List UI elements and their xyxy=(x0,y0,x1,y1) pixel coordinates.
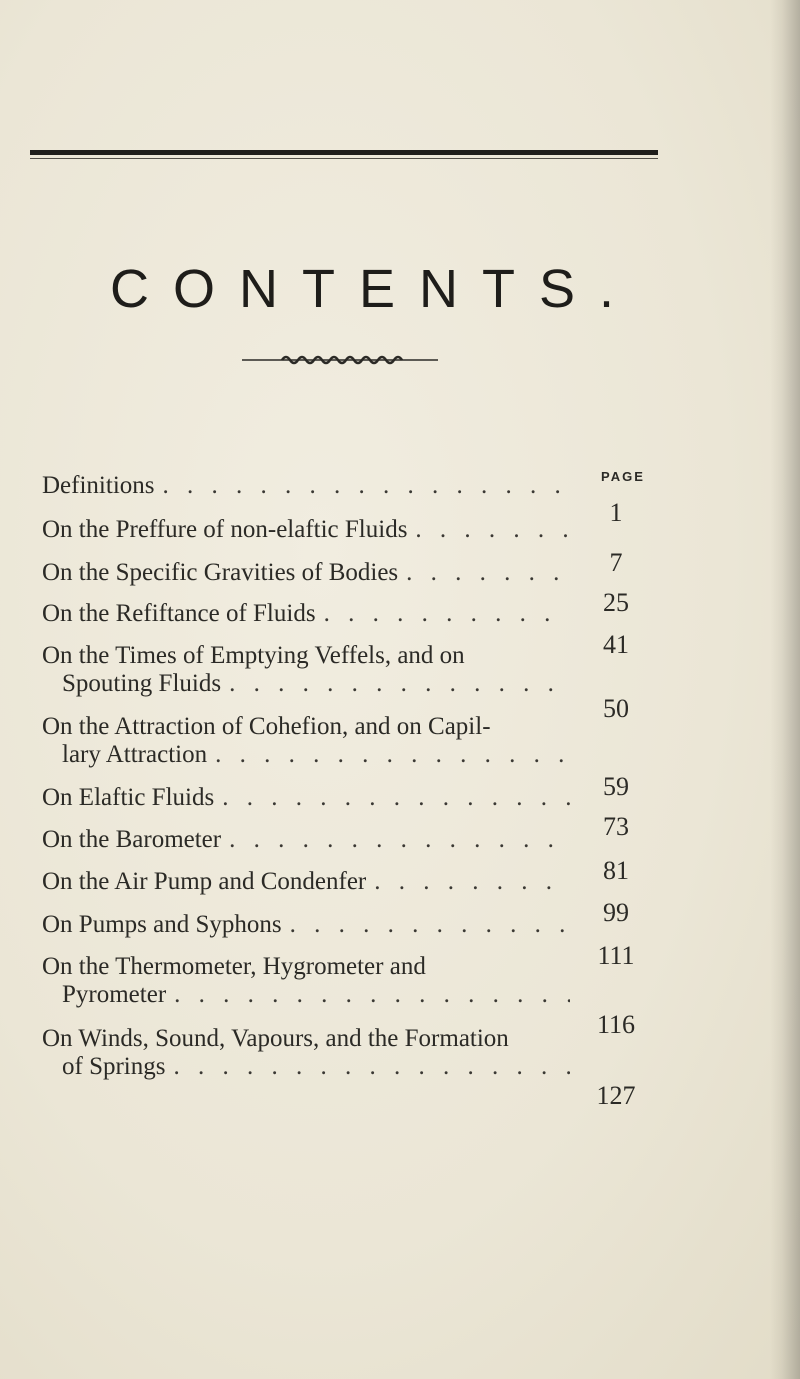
toc-entry xyxy=(42,600,570,628)
toc-page-number: 25 xyxy=(603,588,629,617)
toc-page-number: 41 xyxy=(603,630,629,659)
leader-dots xyxy=(290,911,570,939)
toc-entry-title: On the Air Pump and Condenfer xyxy=(42,868,367,895)
toc-entry xyxy=(42,911,570,939)
toc-entry-title: On Pumps and Syphons xyxy=(42,911,282,938)
toc-page-number: 73 xyxy=(603,812,629,841)
toc-page-number: 111 xyxy=(597,941,635,970)
toc-page-number: 81 xyxy=(603,856,629,885)
toc-entry xyxy=(42,559,570,587)
toc-page-number: 50 xyxy=(603,694,629,723)
toc-entry xyxy=(42,1025,570,1081)
toc-entry-title: Definitions xyxy=(42,472,155,499)
toc-entry-title: On the Barometer xyxy=(42,826,222,853)
page-title: CONTENTS. xyxy=(110,259,639,319)
toc-page-number: 59 xyxy=(603,772,629,801)
leader-dots xyxy=(229,670,570,698)
leader-dots xyxy=(173,1053,570,1081)
toc-entry-title-continued: of Springs xyxy=(62,1053,166,1080)
toc-entry-title: On the Thermometer, Hygrometer and xyxy=(42,953,426,980)
leader-dots xyxy=(415,516,570,544)
leader-dots xyxy=(163,472,571,500)
leader-dots xyxy=(215,741,570,769)
toc-entry xyxy=(42,826,570,854)
leader-dots xyxy=(222,784,570,812)
toc-entry-title: On Elaftic Fluids xyxy=(42,784,215,811)
leader-dots xyxy=(374,868,570,896)
toc-page-number: 127 xyxy=(596,1081,636,1110)
toc-entry xyxy=(42,953,570,1009)
toc-entry xyxy=(42,472,570,500)
toc-page-number: 7 xyxy=(609,548,623,577)
toc-entry-title-continued: lary Attraction xyxy=(62,741,208,768)
toc-page-number: 99 xyxy=(603,898,629,927)
leader-dots xyxy=(174,981,570,1009)
toc-entry-title: On the Specific Gravities of Bodies xyxy=(42,559,399,586)
toc-entry-title-continued: Pyrometer xyxy=(62,981,167,1008)
toc-entry xyxy=(42,868,570,896)
toc-entry-title: On the Attraction of Cohefion, and on Capil- xyxy=(42,713,491,740)
toc-entry-title: On the Times of Emptying Veffels, and on xyxy=(42,642,465,669)
page-column-label: PAGE xyxy=(601,469,645,484)
toc-entry-title: On the Preffure of non-elaftic Fluids xyxy=(42,516,408,543)
toc-page-number: 116 xyxy=(596,1010,636,1039)
toc-entry-title: On Winds, Sound, Vapours, and the Formation xyxy=(42,1025,509,1052)
leader-dots xyxy=(324,600,570,628)
toc-entry xyxy=(42,516,570,544)
toc-entry xyxy=(42,713,570,769)
leader-dots xyxy=(229,826,570,854)
toc-page-number: 1 xyxy=(609,498,623,527)
toc-entry-title-continued: Spouting Fluids xyxy=(62,670,222,697)
toc-entry xyxy=(42,784,570,812)
toc-entry-title: On the Refiftance of Fluids xyxy=(42,600,316,627)
leader-dots xyxy=(406,559,570,587)
toc-entry xyxy=(42,642,570,698)
